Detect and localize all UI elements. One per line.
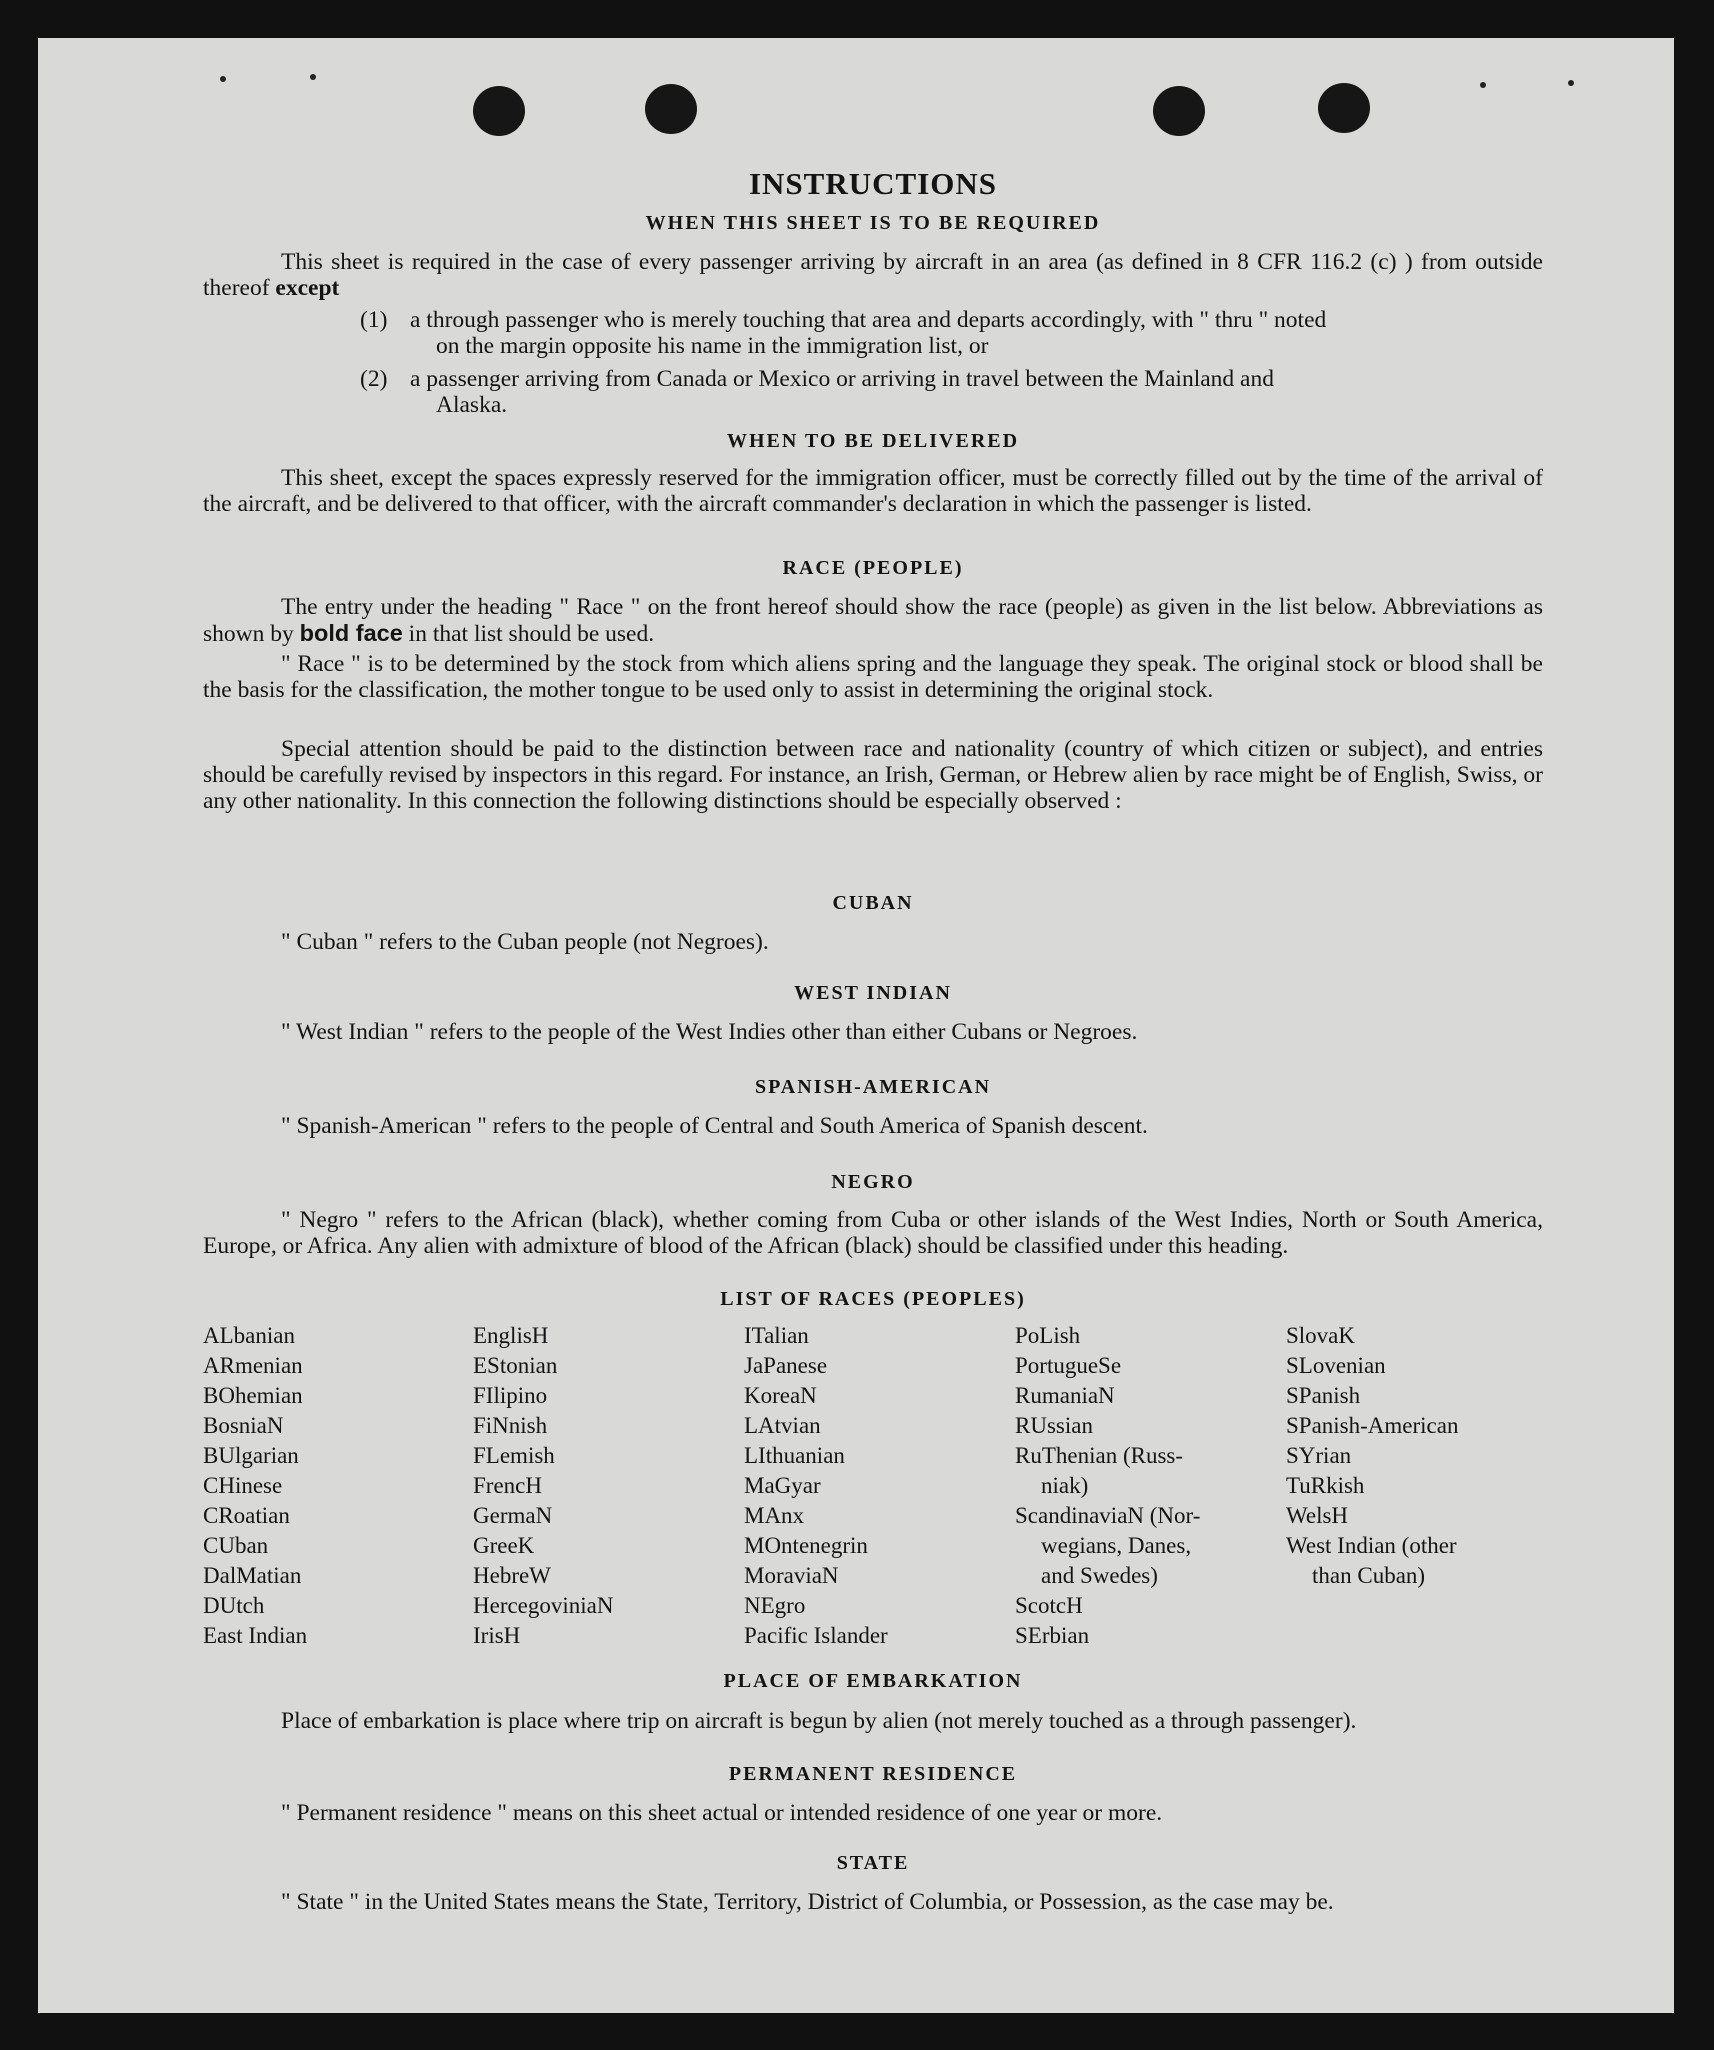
race-entry: RumaniaN	[1015, 1383, 1115, 1408]
race-entry: WelsH	[1286, 1503, 1349, 1528]
speck	[310, 74, 316, 80]
cuban-text: " Cuban " refers to the Cuban people (not Negroes).	[281, 929, 769, 955]
speck	[1480, 82, 1486, 88]
item-number: (1)	[360, 307, 388, 333]
punch-hole	[473, 86, 525, 136]
race-column	[203, 1321, 307, 1651]
speck	[220, 76, 226, 82]
race-entry: ScotcH	[1015, 1593, 1083, 1618]
heading-when-delivered: WHEN TO BE DELIVERED	[726, 430, 1020, 452]
item-line: on the margin opposite his name in the immigration list, or	[436, 333, 989, 359]
race-entry: GreeK	[473, 1533, 535, 1558]
when-required-intro	[203, 249, 1543, 301]
when-delivered-text: This sheet, except the spaces expressly reserved for the immigration officer, must be correctly filled out by the time of the arrival of the aircraft, and be delivered to that officer, with the aircraft commander's declaration in which the passenger is listed.	[203, 465, 1543, 517]
punch-hole	[1153, 86, 1205, 136]
race-entry: DUtch	[203, 1593, 265, 1618]
embarkation-text: Place of embarkation is place where trip on aircraft is begun by alien (not merely touched as a through passenger).	[281, 1708, 1357, 1734]
race-entry: FIlipino	[473, 1383, 548, 1408]
page-title: INSTRUCTIONS	[748, 166, 997, 201]
state-text: " State " in the United States means the State, Territory, District of Columbia, or Possession, as the case may be.	[281, 1889, 1334, 1915]
punch-hole	[1318, 83, 1370, 133]
race-entry: ARmenian	[203, 1353, 303, 1378]
race-entry: PoLish	[1015, 1323, 1081, 1348]
race-entry: CRoatian	[203, 1503, 290, 1528]
race-entry: East Indian	[203, 1623, 308, 1648]
race-entry: CHinese	[203, 1473, 283, 1498]
race-entry: RuThenian (Russ-	[1015, 1443, 1184, 1468]
race-entry: NEgro	[744, 1593, 806, 1618]
race-paragraph-1	[203, 594, 1543, 647]
heading-spanish-american: SPANISH-AMERICAN	[754, 1076, 992, 1098]
race-entry: SlovaK	[1286, 1323, 1355, 1348]
race-entry: BOhemian	[203, 1383, 303, 1408]
race-entry: SPanish-American	[1286, 1413, 1459, 1438]
intro-text: This sheet is required in the case of every passenger arriving by aircraft in an area (as defined in 8 CFR 116.2 (c) ) from outside thereof	[203, 249, 1543, 301]
race-entry: Pacific Islander	[744, 1623, 888, 1648]
heading-cuban: CUBAN	[832, 892, 914, 914]
spanish-american-text: " Spanish-American " refers to the people of Central and South America of Spanish descent.	[281, 1113, 1148, 1139]
race-entry: ITalian	[744, 1323, 809, 1348]
intro-bold: except	[275, 275, 340, 301]
race-entry: than Cuban)	[1312, 1563, 1426, 1588]
heading-when-required: WHEN THIS SHEET IS TO BE REQUIRED	[645, 212, 1101, 234]
race-entry: MoraviaN	[744, 1563, 839, 1588]
item-number: (2)	[360, 366, 388, 392]
race-entry: SPanish	[1286, 1383, 1361, 1408]
race-paragraph-2: " Race " is to be determined by the stock from which aliens spring and the language they speak. The original stock or blood shall be the basis for the classification, the mother tongue to be used only to assist in determining the original stock.	[203, 651, 1543, 703]
race-entry: MaGyar	[744, 1473, 821, 1498]
heading-embarkation: PLACE OF EMBARKATION	[723, 1670, 1023, 1692]
heading-state: STATE	[836, 1852, 910, 1874]
negro-text: " Negro " refers to the African (black), whether coming from Cuba or other islands of the West Indies, North or South America, Europe, or Africa. Any alien with admixture of blood of the African (black) should be classified under this heading.	[203, 1207, 1543, 1259]
race-entry: RUssian	[1015, 1413, 1093, 1438]
race-entry: DalMatian	[203, 1563, 302, 1588]
race-entry: MAnx	[744, 1503, 805, 1528]
race-column	[1286, 1321, 1458, 1591]
race-entry: MOntenegrin	[744, 1533, 868, 1558]
race-entry: FLemish	[473, 1443, 555, 1468]
heading-residence: PERMANENT RESIDENCE	[728, 1763, 1018, 1785]
document-page	[38, 38, 1674, 2013]
item-line: Alaska.	[436, 392, 508, 418]
race-entry: JaPanese	[744, 1353, 828, 1378]
heading-negro: NEGRO	[831, 1171, 915, 1193]
race-p1-text: The entry under the heading " Race " on the front hereof should show the race (people) as given in the list below. Abbreviations as shown by	[203, 594, 1543, 647]
heading-race: RACE (PEOPLE)	[782, 557, 964, 579]
race-column	[1015, 1321, 1200, 1651]
race-entry: SYrian	[1286, 1443, 1352, 1468]
race-list	[203, 1321, 1543, 1661]
race-entry: EnglisH	[473, 1323, 549, 1348]
race-p1-bold: bold face	[299, 620, 403, 646]
exception-item-2	[360, 366, 1543, 418]
speck	[1568, 80, 1574, 86]
race-entry: LAtvian	[744, 1413, 821, 1438]
race-entry: niak)	[1041, 1473, 1089, 1498]
west-indian-text: " West Indian " refers to the people of the West Indies other than either Cubans or Negroes.	[281, 1019, 1138, 1045]
race-column	[744, 1321, 888, 1651]
race-entry: wegians, Danes,	[1041, 1533, 1192, 1558]
heading-list-of-races: LIST OF RACES (PEOPLES)	[720, 1288, 1026, 1310]
race-paragraph-3: Special attention should be paid to the distinction between race and nationality (country of which citizen or subject), and entries should be carefully revised by inspectors in this regard. For instance, an Irish, German, or Hebrew alien by race might be of English, Swiss, or any other nationality. In this connection the following distinctions should be especially observed :	[203, 736, 1543, 814]
race-entry: and Swedes)	[1041, 1563, 1158, 1588]
race-entry: HebreW	[473, 1563, 551, 1588]
race-entry: KoreaN	[744, 1383, 817, 1408]
race-entry: SLovenian	[1286, 1353, 1386, 1378]
race-entry: TuRkish	[1286, 1473, 1365, 1498]
race-entry: LIthuanian	[744, 1443, 845, 1468]
race-entry: BUlgarian	[203, 1443, 299, 1468]
exception-item-1	[360, 307, 1543, 359]
item-line: a through passenger who is merely touching that area and departs accordingly, with " thru " noted	[410, 307, 1327, 333]
race-entry: ALbanian	[203, 1323, 295, 1348]
item-line: a passenger arriving from Canada or Mexico or arriving in travel between the Mainland and	[410, 366, 1274, 392]
residence-text: " Permanent residence " means on this sheet actual or intended residence of one year or more.	[281, 1800, 1163, 1826]
heading-west-indian: WEST INDIAN	[794, 982, 952, 1004]
race-column	[473, 1321, 614, 1651]
race-entry: BosniaN	[203, 1413, 284, 1438]
race-entry: HercegoviniaN	[473, 1593, 614, 1618]
race-entry: ScandinaviaN (Nor-	[1015, 1503, 1201, 1528]
race-entry: West Indian (other	[1286, 1533, 1457, 1558]
race-entry: CUban	[203, 1533, 269, 1558]
race-entry: GermaN	[473, 1503, 553, 1528]
race-entry: FrencH	[473, 1473, 542, 1498]
race-entry: EStonian	[473, 1353, 558, 1378]
race-entry: SErbian	[1015, 1623, 1090, 1648]
race-entry: FiNnish	[473, 1413, 548, 1438]
race-entry: IrisH	[473, 1623, 521, 1648]
race-entry: PortugueSe	[1015, 1353, 1122, 1378]
race-p1-text-end: in that list should be used.	[408, 621, 655, 647]
punch-hole	[645, 84, 697, 134]
